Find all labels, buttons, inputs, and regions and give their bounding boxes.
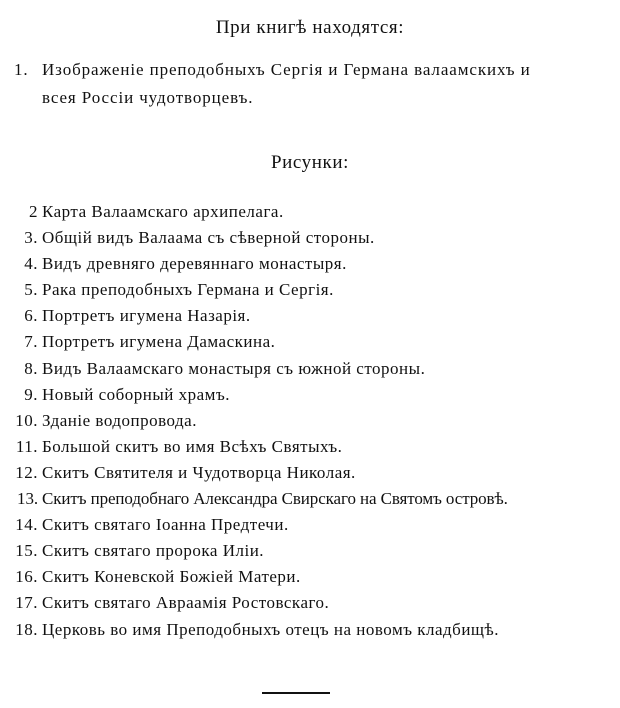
item-number: 1. <box>14 60 29 79</box>
list-item <box>0 486 620 512</box>
item-number: 14. <box>15 515 38 535</box>
item-text: Рака преподобныхъ Германа и Сергiя. <box>42 280 334 300</box>
list-item <box>0 408 620 434</box>
item-number: 6. <box>24 306 38 326</box>
item-text: Зданiе водопровода. <box>42 410 197 430</box>
item-number: 5. <box>24 280 38 300</box>
list-item <box>0 251 620 277</box>
item-text: Видъ Валаамскаго монастыря съ южной стороны. <box>42 358 426 378</box>
item-text: Новый соборный храмъ. <box>42 384 230 404</box>
section-title-attachments: При книгѣ находятся: <box>215 17 405 38</box>
item-text: Портретъ игумена Дамаскина. <box>42 332 276 352</box>
item-text: Видъ древняго деревяннаго монастыря. <box>42 254 347 274</box>
item-number: 9. <box>24 384 38 404</box>
item-text: Большой скитъ во имя Всѣхъ Святыхъ. <box>42 436 343 456</box>
list-item <box>0 356 620 382</box>
item-text: Скитъ святаго Авраамiя Ростовскаго. <box>42 593 330 613</box>
item-number: 4. <box>24 254 38 274</box>
item-text: Карта Валаамскаго архипелага. <box>42 202 284 221</box>
list-item <box>0 277 620 303</box>
item-number: 18. <box>15 619 38 639</box>
item-text: Церковь во имя Преподобныхъ отецъ на новомъ кладбищѣ. <box>42 619 499 639</box>
item-text: Изображенiе преподобныхъ Сергiя и Германа валаамскихъ и <box>42 60 531 79</box>
item-text-continued: всея Россiи чудотворцевъ. <box>42 88 254 107</box>
list-item <box>14 60 531 80</box>
illustrations-list <box>0 199 620 643</box>
section-title-illustrations: Рисунки: <box>270 152 350 173</box>
item-number: 17. <box>15 593 38 613</box>
item-text: Портретъ игумена Назарiя. <box>42 306 251 326</box>
item-number: 12. <box>15 462 38 482</box>
list-item <box>0 329 620 355</box>
list-item <box>0 460 620 486</box>
item-text: Скитъ Святителя и Чудотворца Николая. <box>42 462 356 482</box>
item-number: 10. <box>15 410 38 430</box>
item-number: 3. <box>24 228 38 248</box>
item-number: 13. <box>17 489 38 509</box>
item-number: 16. <box>15 567 38 587</box>
list-item <box>0 538 620 564</box>
item-text: Скитъ святаго пророка Илiи. <box>42 541 265 561</box>
list-item <box>0 512 620 538</box>
item-text: Скитъ преподобнаго Александра Свирскаго на Святомъ островѣ. <box>42 489 508 509</box>
divider <box>262 692 330 694</box>
item-number: 7. <box>24 332 38 352</box>
item-text: Скитъ Коневской Божiей Матери. <box>42 567 301 587</box>
item-number: 2 <box>29 202 38 221</box>
item-number: 15. <box>15 541 38 561</box>
item-number: 11. <box>15 436 38 456</box>
list-item <box>0 564 620 590</box>
list-item <box>0 382 620 408</box>
item-text: Общiй видъ Валаама съ сѣверной стороны. <box>42 228 375 248</box>
list-item <box>0 434 620 460</box>
list-item <box>0 617 620 643</box>
list-item <box>0 225 620 251</box>
list-item <box>0 590 620 616</box>
list-item <box>0 199 620 225</box>
item-number: 8. <box>24 358 38 378</box>
item-text: Скитъ святаго Iоанна Предтечи. <box>42 515 289 535</box>
list-item <box>0 303 620 329</box>
